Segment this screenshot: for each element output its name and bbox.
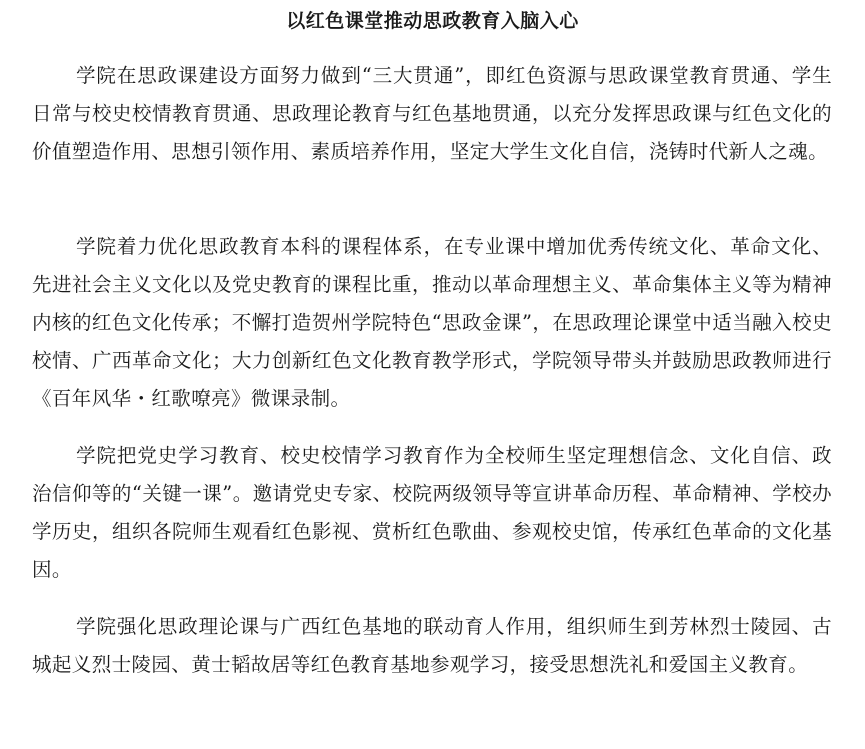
- paragraph-2: 学院着力优化思政教育本科的课程体系，在专业课中增加优秀传统文化、革命文化、先进社会主义文化以及党史教育的课程比重，推动以革命理想主义、革命集体主义等为精神内核的红色文化传承；不懈打造贺州学院特色“思政金课”，在思政理论课堂中适当融入校史校情、广西革命文化；大力创新红色文化教育教学形式，学院领导带头并鼓励思政教师进行《百年风华・红歌嘹亮》微课录制。: [32, 235, 832, 410]
- paragraph-4: 学院强化思政理论课与广西红色基地的联动育人作用，组织师生到芳林烈士陵园、古城起义烈士陵园、黄士韬故居等红色教育基地参观学习，接受思想洗礼和爱国主义教育。: [32, 615, 832, 676]
- paragraph-1: 学院在思政课建设方面努力做到“三大贯通”，即红色资源与思政课堂教育贯通、学生日常与校史校情教育贯通、思政理论教育与红色基地贯通，以充分发挥思政课与红色文化的价值塑造作用、思想引领作用、素质培养作用，坚定大学生文化自信，浇铸时代新人之魂。: [32, 64, 832, 163]
- paragraph-3: 学院把党史学习教育、校史校情学习教育作为全校师生坚定理想信念、文化自信、政治信仰等的“关键一课”。邀请党史专家、校院两级领导等宣讲革命历程、革命精神、学校办学历史，组织各院师生观看红色影视、赏析红色歌曲、参观校史馆，传承红色革命的文化基因。: [32, 444, 832, 581]
- article-title: 以红色课堂推动思政教育入脑入心: [286, 10, 579, 32]
